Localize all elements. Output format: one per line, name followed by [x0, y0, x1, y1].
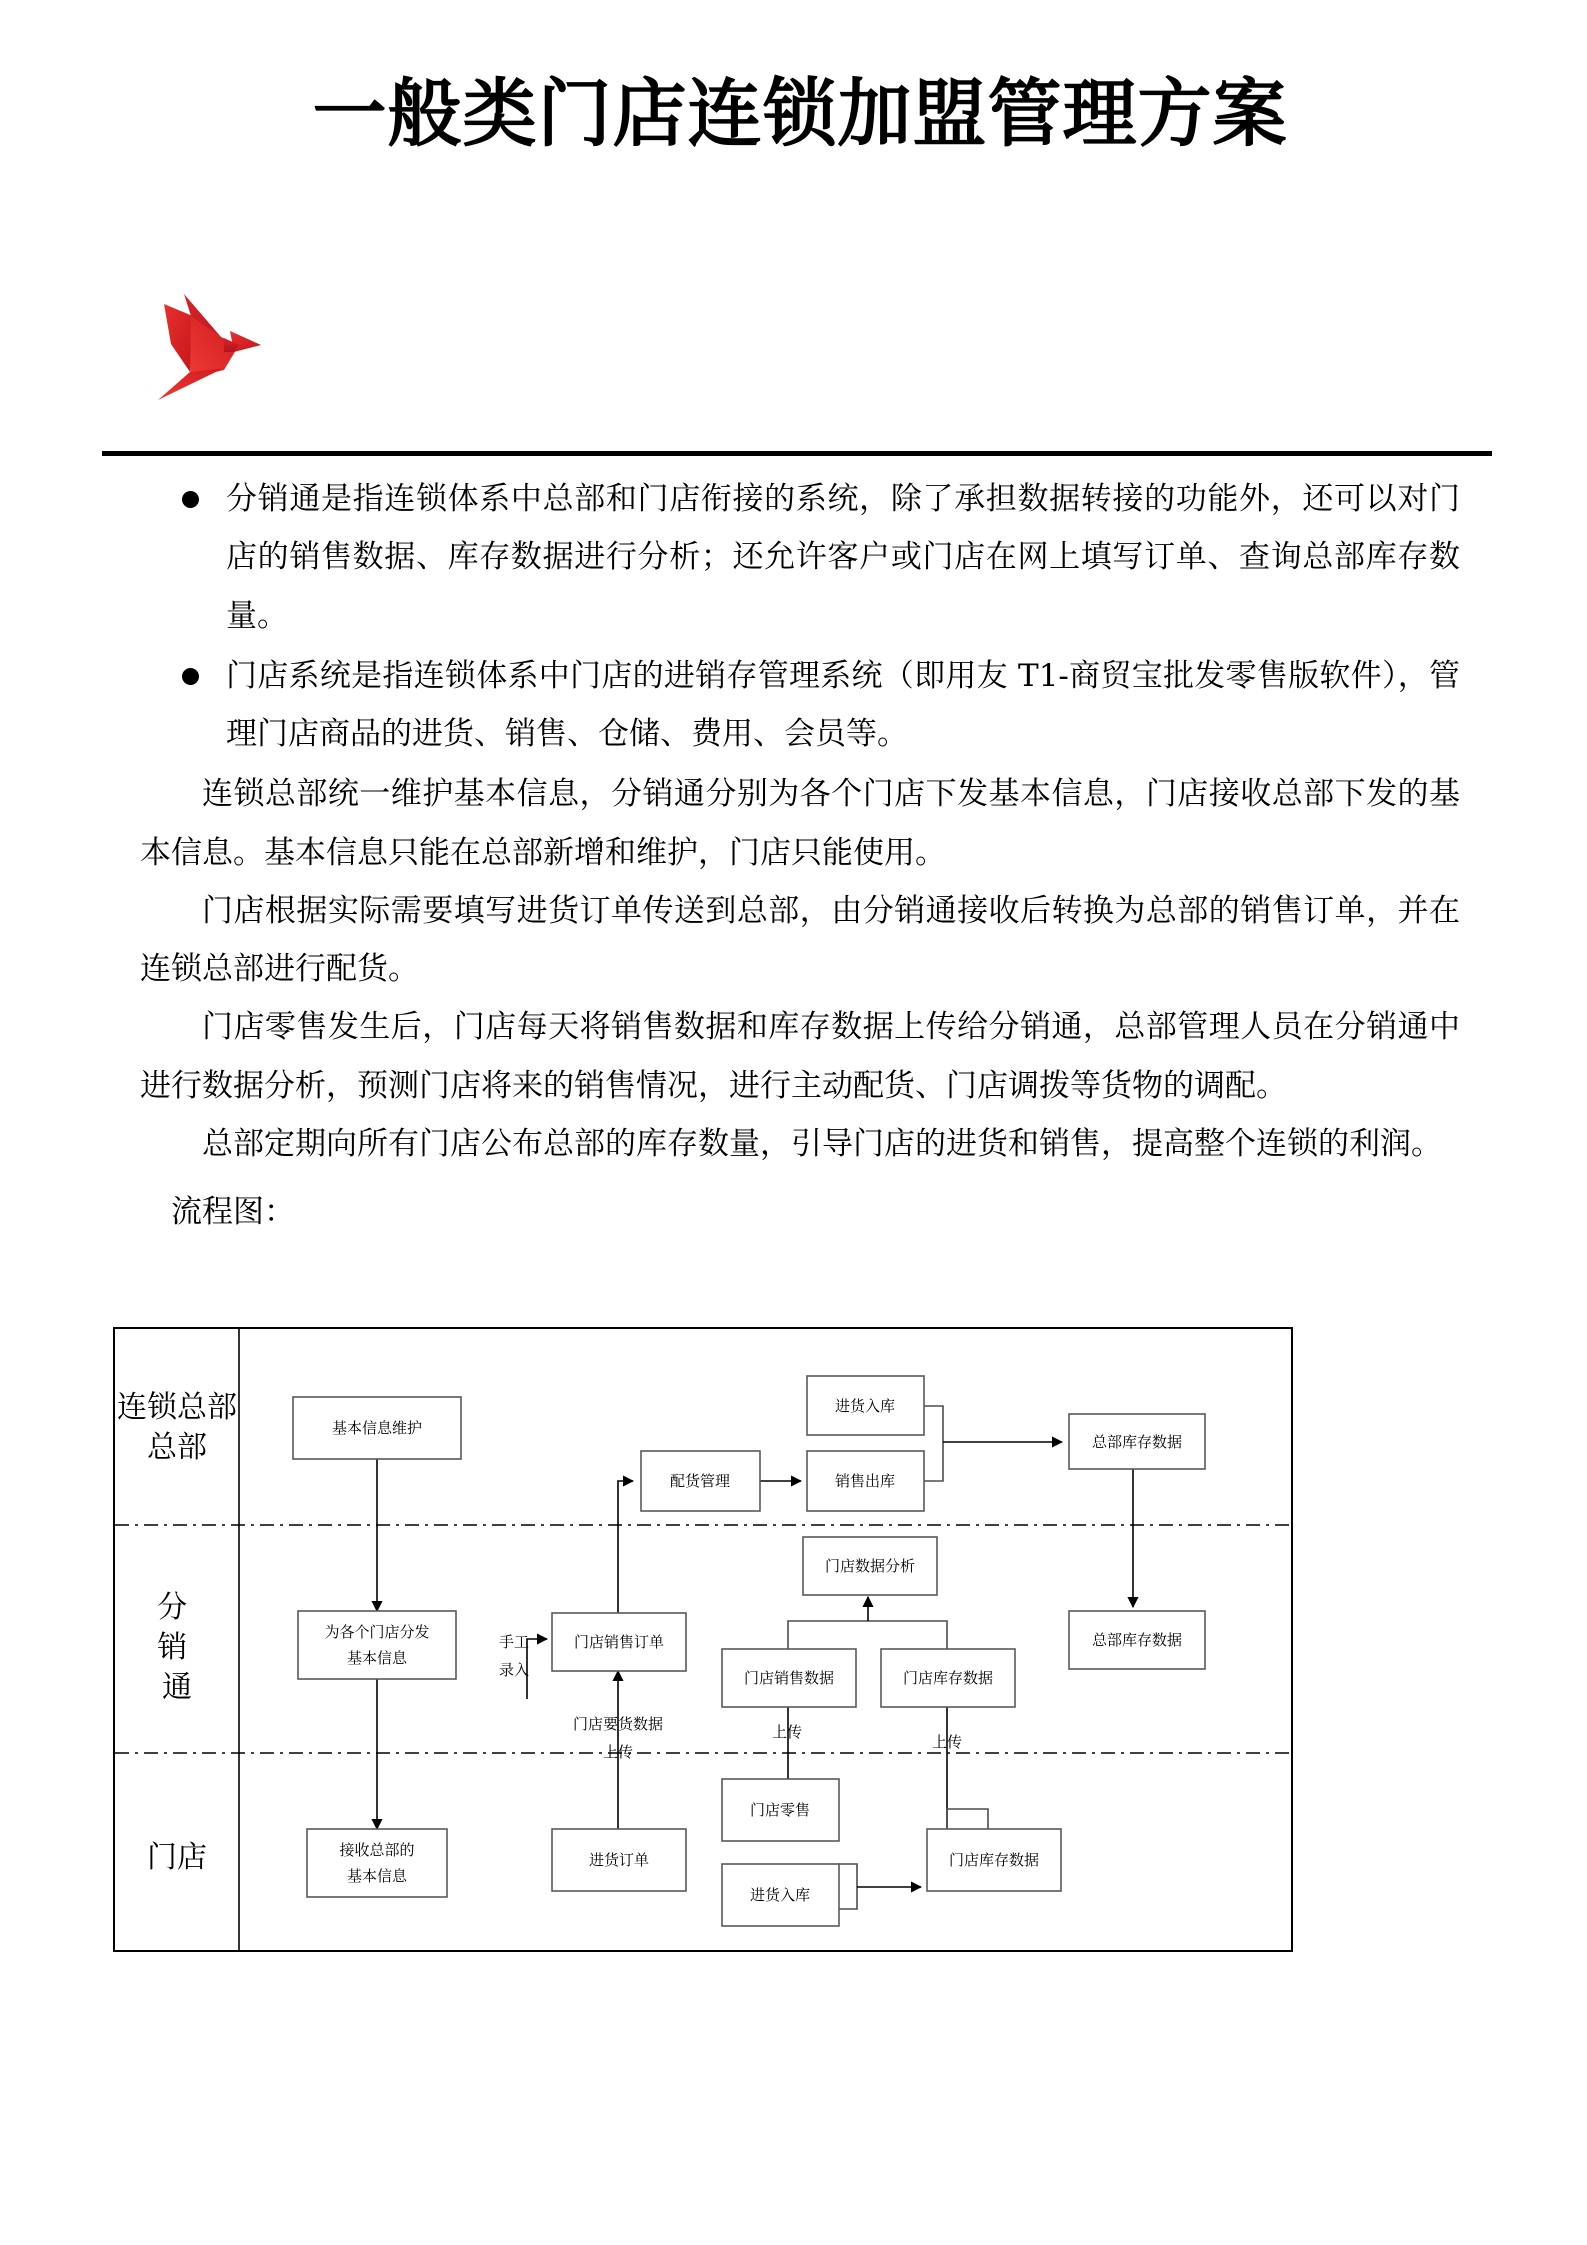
svg-text:进货入库: 进货入库 [834, 1397, 896, 1415]
svg-text:为各个门店分发: 为各个门店分发 [324, 1623, 430, 1641]
paragraph: 门店根据实际需要填写进货订单传送到总部，由分销通接收后转换为总部的销售订单，并在连锁总部进行配货。 [140, 892, 1460, 988]
paragraph: 总部定期向所有门店公布总部的库存数量，引导门店的进货和销售，提高整个连锁的利润。 [202, 1125, 1442, 1162]
svg-text:销售出库: 销售出库 [834, 1472, 896, 1490]
bullet-list [140, 470, 1460, 763]
lane-title-hq-line2: 总部 [147, 1430, 207, 1465]
flow-node-store-retail [722, 1779, 839, 1841]
bullet-dot-icon [182, 668, 199, 685]
svg-text:进货入库: 进货入库 [749, 1886, 811, 1904]
list-item [140, 647, 1460, 764]
svg-text:门店销售订单: 门店销售订单 [573, 1633, 665, 1651]
flow-node-purchase-order [552, 1829, 686, 1891]
list-item [140, 470, 1460, 645]
flow-node-hq-inventory-data-hq [1069, 1414, 1205, 1469]
flow-node-receive-basic-info [307, 1829, 447, 1897]
origami-bird-logo [138, 282, 318, 417]
flow-node-sales-outbound [807, 1451, 924, 1511]
flow-node-store-sales-order [552, 1613, 686, 1671]
list-item-text: 门店系统是指连锁体系中门店的进销存管理系统（即用友 T1-商贸宝批发零售版软件），管理门店商品的进货、销售、仓储、费用、会员等。 [226, 657, 1460, 753]
svg-text:门店销售数据: 门店销售数据 [743, 1669, 835, 1687]
paragraph: 门店零售发生后，门店每天将销售数据和库存数据上传给分销通，总部管理人员在分销通中进行数据分析，预测门店将来的销售情况，进行主动配货、门店调拨等货物的调配。 [140, 1009, 1460, 1104]
svg-text:基本信息: 基本信息 [346, 1649, 408, 1667]
flow-node-basic-info-maintenance [293, 1397, 461, 1459]
svg-text:基本信息维护: 基本信息维护 [331, 1419, 423, 1437]
svg-text:进货订单: 进货订单 [588, 1851, 650, 1869]
edge-label-upload-order: 上传 [602, 1743, 634, 1761]
svg-text:门店库存数据: 门店库存数据 [902, 1669, 994, 1687]
edge-label-store-demand-data: 门店要货数据 [572, 1715, 664, 1733]
lane-title-store: 门店 [147, 1840, 207, 1875]
list-item-text: 分销通是指连锁体系中总部和门店衔接的系统，除了承担数据转接的功能外，还可以对门店的销售数据、库存数据进行分析；还允许客户或门店在网上填写订单、查询总部库存数量。 [226, 481, 1460, 634]
svg-text:门店数据分析: 门店数据分析 [824, 1557, 916, 1575]
flow-node-purchase-inbound-hq [807, 1376, 924, 1435]
flow-node-purchase-inbound-store [722, 1864, 839, 1926]
flow-node-store-inventory-data-dist [881, 1649, 1015, 1707]
page-title: 一般类门店连锁加盟管理方案 [312, 71, 1288, 157]
svg-text:配货管理: 配货管理 [669, 1472, 731, 1490]
svg-text:门店零售: 门店零售 [749, 1801, 811, 1819]
paragraph: 连锁总部统一维护基本信息，分销通分别为各个门店下发基本信息，门店接收总部下发的基本信息。基本信息只能在总部新增和维护，门店只能使用。 [140, 776, 1460, 871]
flow-node-store-sales-data [722, 1649, 856, 1707]
svg-text:总部库存数据: 总部库存数据 [1091, 1631, 1183, 1649]
edge-label-upload-sales: 上传 [771, 1723, 803, 1741]
svg-text:基本信息: 基本信息 [346, 1867, 408, 1885]
flowchart-label: 流程图： [171, 1194, 295, 1231]
edge-label-manual-1: 手工 [498, 1633, 530, 1651]
svg-text:总部库存数据: 总部库存数据 [1091, 1433, 1183, 1451]
header-divider [102, 451, 1492, 456]
edge-label-upload-inventory: 上传 [931, 1733, 963, 1751]
svg-text:接收总部的: 接收总部的 [339, 1841, 415, 1859]
document-body [140, 470, 1460, 1241]
bullet-dot-icon [182, 491, 199, 508]
lane-title-distribution: 分 销 通 [157, 1590, 192, 1705]
svg-text:门店库存数据: 门店库存数据 [948, 1851, 1040, 1869]
flow-node-store-inventory-data-store [927, 1829, 1061, 1891]
edge-label-manual-2: 录入 [498, 1661, 530, 1679]
flow-node-hq-inventory-data-dist [1069, 1611, 1205, 1669]
flow-node-allocation-management [641, 1451, 760, 1511]
flow-node-distribute-basic-info [298, 1611, 456, 1679]
flow-node-store-data-analysis [803, 1537, 937, 1595]
process-flowchart [113, 1327, 1293, 1952]
lane-title-hq: 连锁总部 [117, 1390, 237, 1425]
